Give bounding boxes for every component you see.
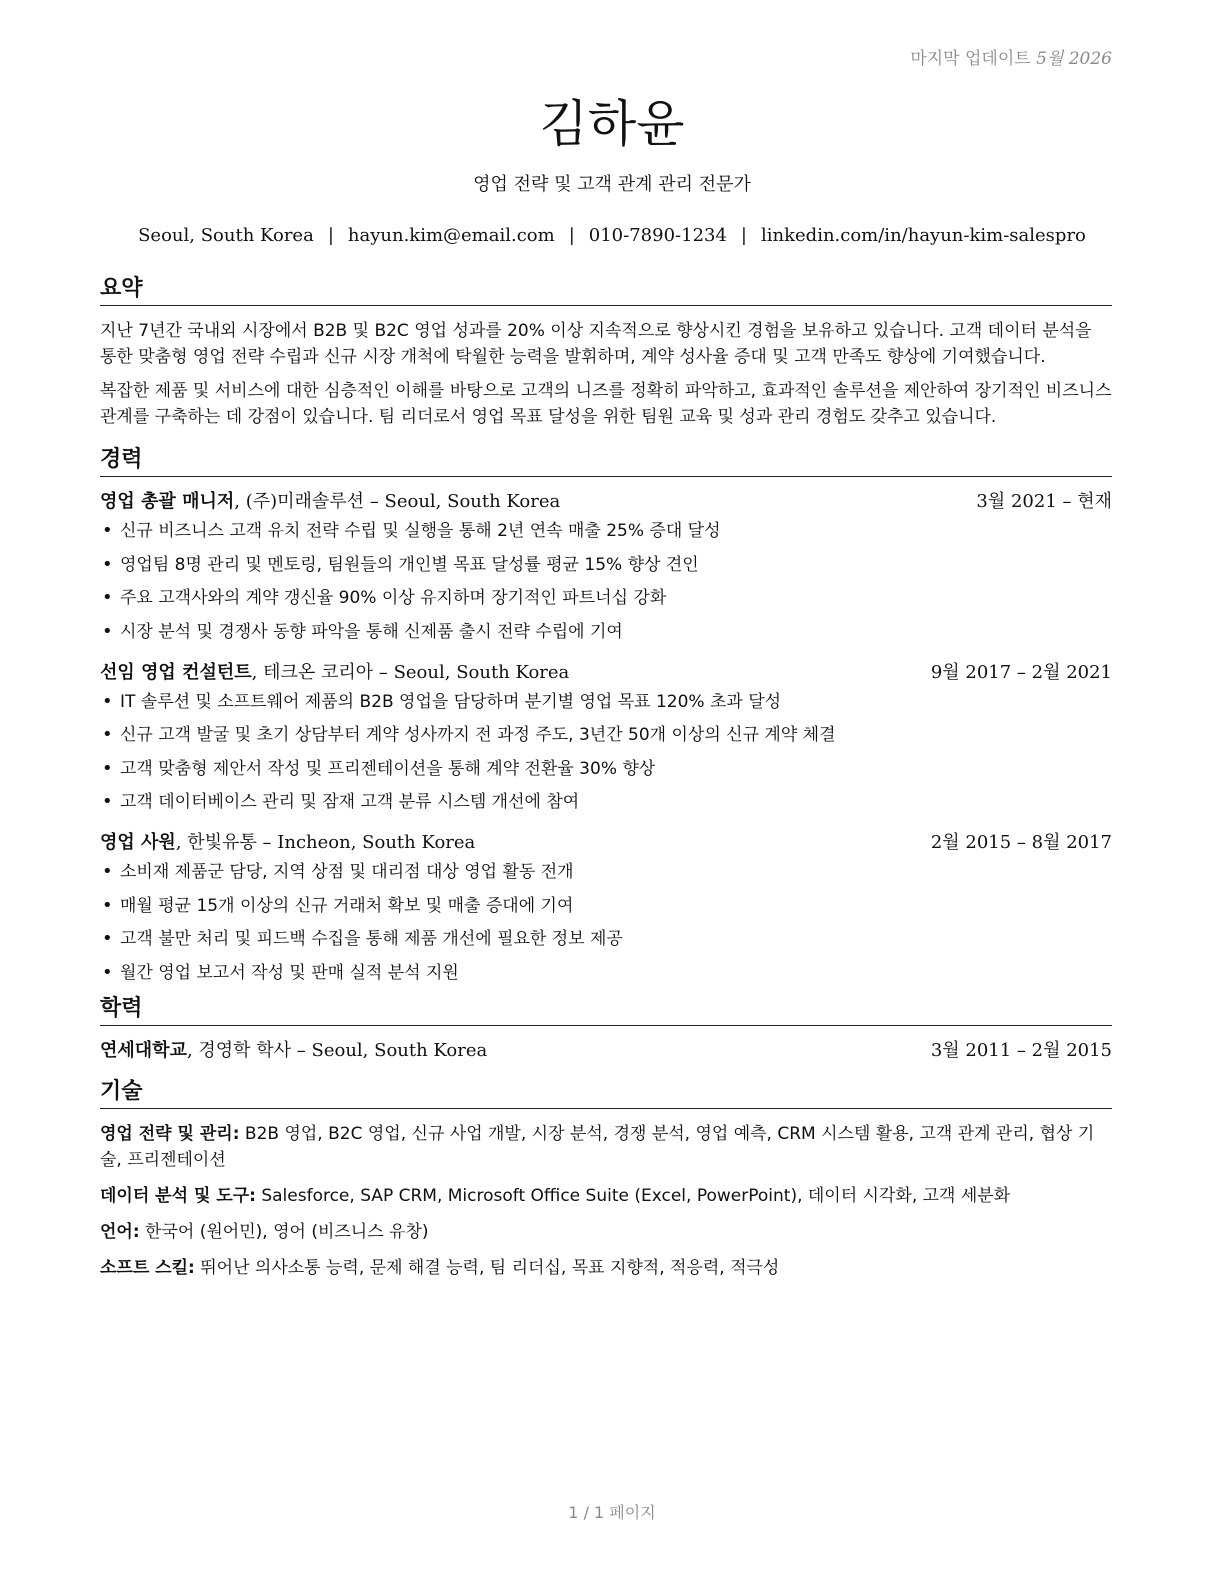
education-section <box>100 995 1112 1064</box>
skill-label: 언어: <box>100 1221 140 1242</box>
contact-email[interactable]: hayun.kim@email.com <box>347 225 555 246</box>
job-entry <box>100 660 1112 815</box>
job-company: , (주)미래솔루션 – Seoul, South Korea <box>234 491 561 512</box>
candidate-subtitle: 영업 전략 및 고객 관계 관리 전문가 <box>473 174 751 195</box>
job-title: 선임 영업 컨설턴트 <box>100 661 252 683</box>
job-company: , 한빛유통 – Incheon, South Korea <box>175 832 476 853</box>
skill-value: 뛰어난 의사소통 능력, 문제 해결 능력, 팀 리더십, 목표 지향적, 적응력, 적극성 <box>194 1257 780 1278</box>
candidate-name: 김하윤 <box>539 95 685 153</box>
resume-body <box>100 275 1112 1291</box>
job-bullets <box>100 519 1112 644</box>
page-indicator: 1 / 1 페이지 <box>568 1503 656 1522</box>
skills-heading: 기술 <box>100 1078 1112 1109</box>
summary-section <box>100 275 1112 430</box>
job-bullet: • 고객 불만 처리 및 피드백 수집을 통해 제품 개선에 필요한 정보 제공 <box>100 927 1112 951</box>
job-date: 9월 2017 – 2월 2021 <box>930 661 1112 683</box>
job-bullet: • IT 솔루션 및 소프트웨어 제품의 B2B 영업을 담당하며 분기별 영업 목표 120% 초과 달성 <box>100 690 1112 714</box>
skills-section <box>100 1078 1112 1281</box>
skill-row <box>100 1219 1112 1245</box>
experience-section <box>100 446 1112 985</box>
job-title: 영업 사원 <box>100 832 176 853</box>
school-name: 연세대학교 <box>100 1039 187 1061</box>
education-date: 3월 2011 – 2월 2015 <box>930 1039 1112 1061</box>
job-company: , 테크온 코리아 – Seoul, South Korea <box>251 661 570 683</box>
skill-row <box>100 1121 1112 1173</box>
summary-paragraph: 지난 7년간 국내외 시장에서 B2B 및 B2C 영업 성과를 20% 이상 지속적으로 향상시킨 경험을 보유하고 있습니다. 고객 데이터 분석을 통한 맞춤형 영업 전략 수립과 신규 시장 개척에 탁월한 능력을 발휘하며, 계약 성사율 증대 및 고객 만족도 향상에 기여했습니다. <box>100 321 1092 367</box>
job-entry <box>100 489 1112 644</box>
last-updated-date: 5월 2026 <box>1036 49 1112 69</box>
last-updated-label: 마지막 업데이트 <box>910 49 1031 69</box>
skill-label: 영업 전략 및 관리: <box>100 1123 240 1144</box>
job-bullet: • 매월 평균 15개 이상의 신규 거래처 확보 및 매출 증대에 기여 <box>100 894 1112 918</box>
education-heading: 학력 <box>100 995 1112 1026</box>
experience-heading: 경력 <box>100 446 1112 477</box>
summary-heading: 요약 <box>100 275 1112 306</box>
skill-row <box>100 1255 1112 1281</box>
job-header <box>100 830 1112 856</box>
job-bullet: • 신규 비즈니스 고객 유치 전략 수립 및 실행을 통해 2년 연속 매출 25% 증대 달성 <box>100 519 1112 543</box>
degree: , 경영학 학사 – Seoul, South Korea <box>186 1039 488 1061</box>
job-header <box>100 489 1112 515</box>
skill-label: 데이터 분석 및 도구: <box>100 1185 256 1206</box>
job-bullets <box>100 860 1112 985</box>
skill-row <box>100 1183 1112 1209</box>
job-date: 3월 2021 – 현재 <box>976 491 1112 512</box>
skill-value: B2B 영업, B2C 영업, 신규 사업 개발, 시장 분석, 경쟁 분석, 영업 예측, CRM 시스템 활용, 고객 관계 관리, 협상 기술, 프리젠테이션 <box>100 1123 1095 1170</box>
contact-separator: | <box>327 225 334 246</box>
last-updated <box>910 44 1112 69</box>
skill-label: 소프트 스킬: <box>100 1257 195 1278</box>
skill-value: Salesforce, SAP CRM, Microsoft Office Suite (Excel, PowerPoint), 데이터 시각화, 고객 세분화 <box>255 1185 1011 1206</box>
skill-value: 한국어 (원어민), 영어 (비즈니스 유창) <box>139 1221 429 1242</box>
job-bullet: • 주요 고객사와의 계약 갱신율 90% 이상 유지하며 장기적인 파트너십 강화 <box>100 586 1112 610</box>
job-bullet: • 신규 고객 발굴 및 초기 상담부터 계약 성사까지 전 과정 주도, 3년간 50개 이상의 신규 계약 체결 <box>100 723 1112 747</box>
job-bullet: • 소비재 제품군 담당, 지역 상점 및 대리점 대상 영업 활동 전개 <box>100 860 1112 884</box>
job-entry <box>100 830 1112 985</box>
contact-phone: 010-7890-1234 <box>588 225 727 246</box>
summary-paragraph: 복잡한 제품 및 서비스에 대한 심층적인 이해를 바탕으로 고객의 니즈를 정확히 파악하고, 효과적인 솔루션을 제안하여 장기적인 비즈니스 관계를 구축하는 데 강점이 있습니다. 팀 리더로서 영업 목표 달성을 위한 팀원 교육 및 성과 관리 경험도 갖추고 있습니다. <box>100 381 1112 427</box>
job-bullets <box>100 690 1112 815</box>
contact-linkedin[interactable]: linkedin.com/in/hayun-kim-salespro <box>761 225 1086 246</box>
job-bullet: • 영업팀 8명 관리 및 멘토링, 팀원들의 개인별 목표 달성률 평균 15% 향상 견인 <box>100 553 1112 577</box>
job-bullet: • 고객 맞춤형 제안서 작성 및 프리젠테이션을 통해 계약 전환율 30% 향상 <box>100 757 1112 781</box>
job-date: 2월 2015 – 8월 2017 <box>930 832 1112 853</box>
education-entry <box>100 1038 1112 1064</box>
job-bullet: • 시장 분석 및 경쟁사 동향 파악을 통해 신제품 출시 전략 수립에 기여 <box>100 620 1112 644</box>
contact-separator: | <box>740 225 747 246</box>
job-header <box>100 660 1112 686</box>
job-bullet: • 고객 데이터베이스 관리 및 잠재 고객 분류 시스템 개선에 참여 <box>100 790 1112 814</box>
contact-line <box>0 225 1224 246</box>
contact-location: Seoul, South Korea <box>138 225 314 246</box>
contact-separator: | <box>568 225 575 246</box>
job-bullet: • 월간 영업 보고서 작성 및 판매 실적 분석 지원 <box>100 961 1112 985</box>
job-title: 영업 총괄 매니저 <box>100 491 235 512</box>
